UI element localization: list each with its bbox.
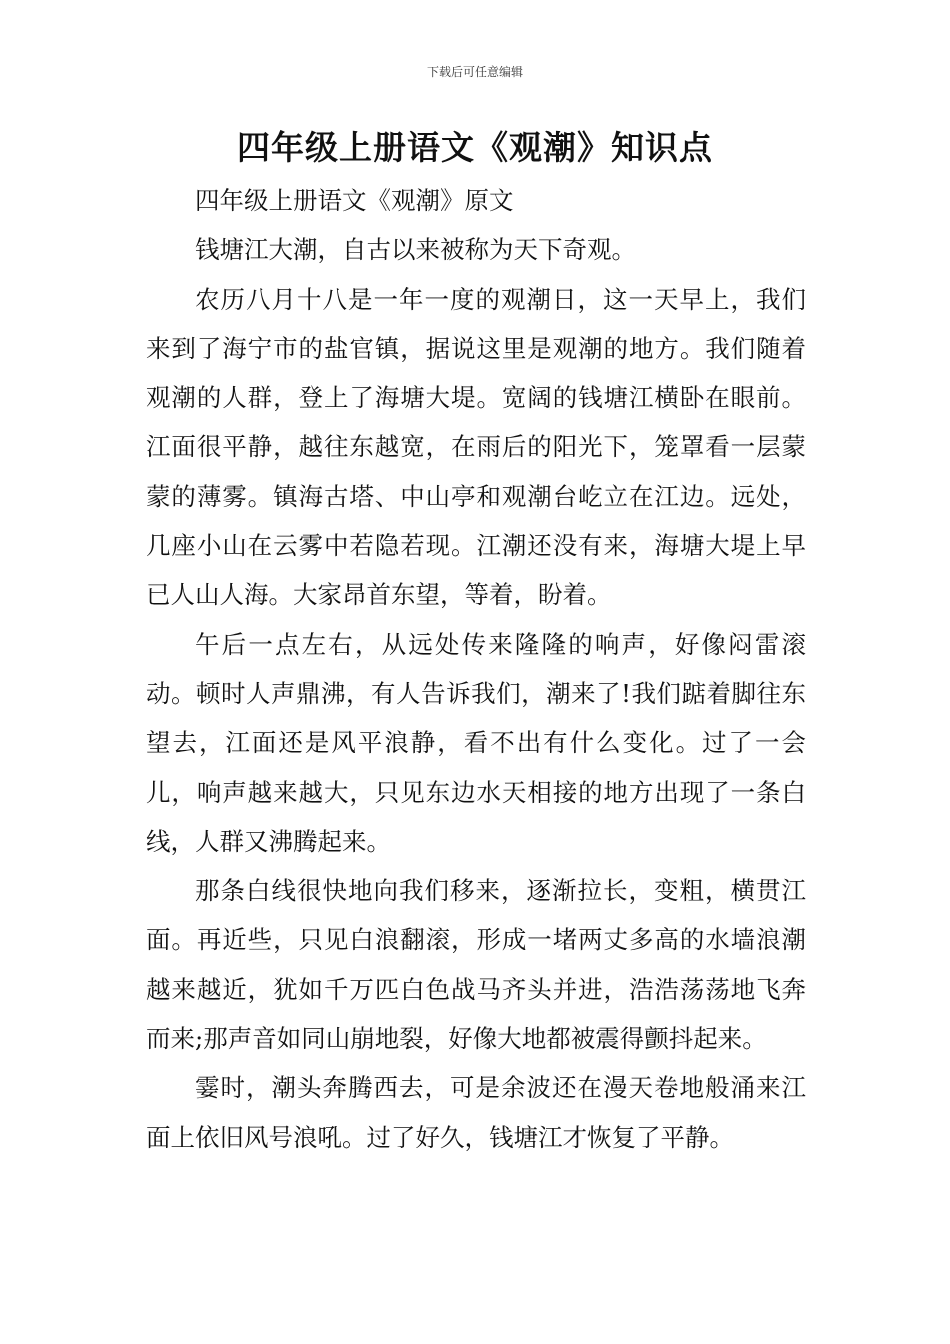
document-body <box>146 176 806 1162</box>
body-paragraph: 钱塘江大潮，自古以来被称为天下奇观。 <box>195 235 636 265</box>
body-paragraph: 四年级上册语文《观潮》原文 <box>195 186 514 215</box>
body-paragraph: 那条白线很快地向我们移来，逐渐拉长，变粗，横贯江面。再近些，只见白浪翻滚，形成一堵两丈多高的水墙浪潮越来越近，犹如千万匹白色战马齐头并进，浩浩荡荡地飞奔而来;那声音如同山崩地裂，好像大地都被震得颤抖起来。 <box>146 876 806 1054</box>
body-paragraph: 霎时，潮头奔腾西去，可是余波还在漫天卷地般涌来江面上依旧风号浪吼。过了好久，钱塘江才恢复了平静。 <box>146 1073 806 1152</box>
page-title: 四年级上册语文《观潮》知识点 <box>237 128 713 167</box>
body-paragraph: 农历八月十八是一年一度的观潮日，这一天早上，我们来到了海宁市的盐官镇，据说这里是观潮的地方。我们随着观潮的人群，登上了海塘大堤。宽阔的钱塘江横卧在眼前。江面很平静，越往东越宽，在雨后的阳光下，笼罩看一层蒙蒙的薄雾。镇海古塔、中山亭和观潮台屹立在江边。远处，几座小山在云雾中若隐若现。江潮还没有来，海塘大堤上早已人山人海。大家昂首东望，等着，盼着。 <box>146 284 806 610</box>
body-paragraph: 午后一点左右，从远处传来隆隆的响声，好像闷雷滚动。顿时人声鼎沸，有人告诉我们，潮来了!我们踮着脚往东望去，江面还是风平浪静，看不出有什么变化。过了一会儿，响声越来越大，只见东边水天相接的地方出现了一条白线，人群又沸腾起来。 <box>146 629 806 856</box>
header-note: 下载后可任意编辑 <box>426 65 523 79</box>
